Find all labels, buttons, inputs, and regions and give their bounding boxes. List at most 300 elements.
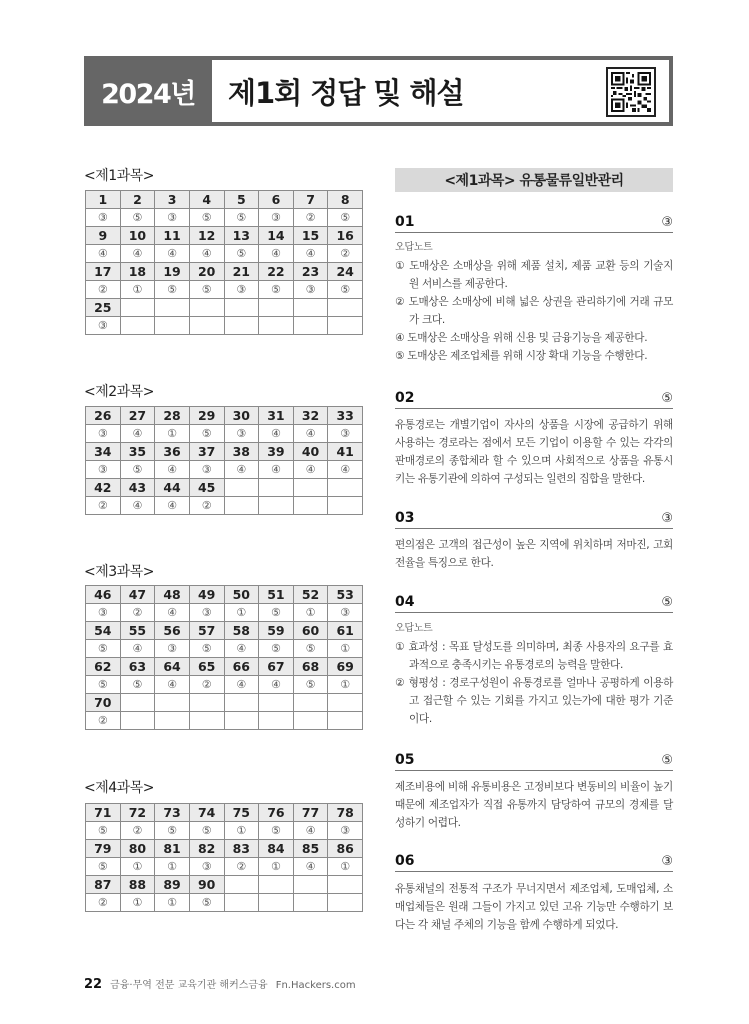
answer-cell <box>120 317 155 335</box>
answer-cell: ⑤ <box>155 281 190 299</box>
answer-cell: ③ <box>189 604 224 622</box>
question-number-cell: 4 <box>189 191 224 209</box>
question-number: 02 <box>395 390 415 406</box>
question-number-cell: 19 <box>155 263 190 281</box>
answer-cell <box>155 317 190 335</box>
question-number-cell: 33 <box>328 407 363 425</box>
answer-cell: ④ <box>293 461 328 479</box>
question-number-cell: 32 <box>293 407 328 425</box>
answer-cell: ② <box>120 822 155 840</box>
question-number-cell: 26 <box>86 407 121 425</box>
question-number-cell: 60 <box>293 622 328 640</box>
question-number-cell: 83 <box>224 840 259 858</box>
question-number-cell <box>328 299 363 317</box>
question-number-cell: 2 <box>120 191 155 209</box>
question-number-cell: 8 <box>328 191 363 209</box>
question-number-cell: 75 <box>224 804 259 822</box>
question-number-cell: 67 <box>259 658 294 676</box>
answer-cell: ② <box>86 281 121 299</box>
question-number-cell: 59 <box>259 622 294 640</box>
question-number-cell: 7 <box>293 191 328 209</box>
answer-cell: ⑤ <box>224 245 259 263</box>
answer-table-subject-2 <box>85 406 363 515</box>
answer-row <box>86 604 363 622</box>
question-number-cell: 27 <box>120 407 155 425</box>
question-number-cell: 66 <box>224 658 259 676</box>
title-panel <box>212 60 669 122</box>
question-number-row <box>86 694 363 712</box>
answer-cell: ⑤ <box>189 209 224 227</box>
question-number-cell <box>259 876 294 894</box>
answer-cell: ① <box>328 640 363 658</box>
answer-table-subject-1 <box>85 190 363 335</box>
answer-cell: ⑤ <box>224 209 259 227</box>
answer-cell: ③ <box>293 281 328 299</box>
answer-cell <box>259 712 294 730</box>
answer-cell: ① <box>328 858 363 876</box>
answer-cell: ④ <box>293 822 328 840</box>
answer-badge: ③ <box>661 854 673 869</box>
answer-cell: ④ <box>259 425 294 443</box>
question-number-cell: 87 <box>86 876 121 894</box>
option-note: ① 효과성 : 목표 달성도를 의미하며, 최종 사용자의 요구를 효과적으로 충족시키는 유통경로의 능력을 말한다. <box>395 641 673 671</box>
answer-cell: ③ <box>328 604 363 622</box>
question-05-body: 제조비용에 비해 유통비용은 고정비보다 변동비의 비율이 높기 때문에 제조업자가 직접 유통까지 담당하여 규모의 경제를 달성하기 어렵다. <box>395 781 673 829</box>
answer-cell: ③ <box>189 858 224 876</box>
exam-year: 2024년 <box>101 78 195 110</box>
answer-cell: ⑤ <box>120 461 155 479</box>
answer-cell: ③ <box>259 209 294 227</box>
page-footer <box>84 976 356 992</box>
answer-cell <box>259 317 294 335</box>
question-number-cell: 69 <box>328 658 363 676</box>
question-number-cell: 24 <box>328 263 363 281</box>
question-number-cell: 3 <box>155 191 190 209</box>
answer-cell: ⑤ <box>189 425 224 443</box>
answer-cell: ① <box>120 894 155 912</box>
answer-table-subject-4 <box>85 803 363 912</box>
answer-badge: ⑤ <box>661 595 673 610</box>
question-number-row <box>86 263 363 281</box>
answer-cell: ② <box>86 894 121 912</box>
subject-1-label: <제1과목> <box>84 168 154 184</box>
answer-cell: ⑤ <box>293 640 328 658</box>
answer-cell: ② <box>86 712 121 730</box>
question-number-cell: 86 <box>328 840 363 858</box>
answer-cell: ④ <box>155 245 190 263</box>
question-number-cell: 70 <box>86 694 121 712</box>
question-number-row <box>86 407 363 425</box>
question-number-cell: 90 <box>189 876 224 894</box>
title-banner <box>84 56 673 126</box>
question-number-cell: 13 <box>224 227 259 245</box>
question-number-cell: 76 <box>259 804 294 822</box>
question-number-cell: 23 <box>293 263 328 281</box>
answer-cell: ② <box>328 245 363 263</box>
answer-cell: ③ <box>224 425 259 443</box>
answer-cell: ③ <box>86 425 121 443</box>
question-number-cell <box>293 876 328 894</box>
answer-row <box>86 497 363 515</box>
question-number-cell: 30 <box>224 407 259 425</box>
question-number-cell: 47 <box>120 586 155 604</box>
answer-cell: ⑤ <box>328 209 363 227</box>
question-06-header <box>395 850 673 872</box>
page-number: 22 <box>84 977 103 992</box>
question-number-cell: 89 <box>155 876 190 894</box>
option-note: ④ 도매상은 소매상을 위해 신용 및 금융기능을 제공한다. <box>395 332 648 344</box>
question-number-cell: 64 <box>155 658 190 676</box>
question-number-cell: 55 <box>120 622 155 640</box>
answer-cell: ③ <box>155 640 190 658</box>
answer-cell <box>328 317 363 335</box>
question-number-cell: 15 <box>293 227 328 245</box>
question-02-body: 유통경로는 개별기업이 자사의 상품을 시장에 공급하기 위해 사용하는 경로라는 점에서 모든 기업이 이용할 수 있는 각각의 판매경로의 종합체라 할 수 있으며 사회적으로 상품을 유통시키는 유통기관에 의하여 구성되는 일련의 집합을 말한다. <box>395 419 673 485</box>
answer-cell: ⑤ <box>328 281 363 299</box>
answer-cell: ⑤ <box>293 676 328 694</box>
question-number-cell: 41 <box>328 443 363 461</box>
answer-cell <box>293 894 328 912</box>
answer-cell: ⑤ <box>86 676 121 694</box>
answer-cell: ① <box>293 604 328 622</box>
answer-cell <box>328 894 363 912</box>
question-number: 03 <box>395 510 415 526</box>
answer-cell: ④ <box>224 676 259 694</box>
subject-3-label: <제3과목> <box>84 564 154 580</box>
answer-cell: ④ <box>155 461 190 479</box>
answer-cell: ① <box>155 425 190 443</box>
answer-cell: ① <box>259 858 294 876</box>
question-number-cell: 5 <box>224 191 259 209</box>
question-number-cell: 1 <box>86 191 121 209</box>
answer-cell: ② <box>293 209 328 227</box>
question-number-cell: 22 <box>259 263 294 281</box>
answer-cell: ① <box>328 676 363 694</box>
question-number-cell: 50 <box>224 586 259 604</box>
question-number-cell: 58 <box>224 622 259 640</box>
question-number-cell: 79 <box>86 840 121 858</box>
question-number-cell <box>328 694 363 712</box>
answer-cell: ③ <box>224 281 259 299</box>
page-title: 제1회 정답 및 해설 <box>228 75 464 110</box>
answer-cell: ⑤ <box>86 640 121 658</box>
answer-cell: ③ <box>328 822 363 840</box>
wrong-answer-note-label: 오답노트 <box>395 623 433 634</box>
question-number-cell: 51 <box>259 586 294 604</box>
footer-text: 금융·무역 전문 교육기관 해커스금융 <box>110 980 268 991</box>
answer-cell <box>293 497 328 515</box>
answer-row <box>86 640 363 658</box>
answer-cell: ④ <box>155 604 190 622</box>
answer-row <box>86 858 363 876</box>
option-note: ② 도매상은 소매상에 비해 넓은 상권을 관리하기에 거래 규모가 크다. <box>395 296 673 326</box>
section-title-bar: <제1과목> 유통물류일반관리 <box>395 168 673 192</box>
answer-cell: ⑤ <box>259 604 294 622</box>
question-number-cell <box>155 694 190 712</box>
answer-cell <box>328 497 363 515</box>
question-number-cell: 36 <box>155 443 190 461</box>
question-number-cell <box>293 299 328 317</box>
question-number-cell <box>259 479 294 497</box>
answer-row <box>86 245 363 263</box>
answer-cell <box>120 712 155 730</box>
question-04-body <box>395 620 673 728</box>
answer-cell: ④ <box>86 245 121 263</box>
question-number-cell <box>328 876 363 894</box>
question-number-cell: 49 <box>189 586 224 604</box>
question-number-row <box>86 876 363 894</box>
question-number-cell: 42 <box>86 479 121 497</box>
question-number-cell <box>224 299 259 317</box>
question-02-header <box>395 387 673 409</box>
question-number-cell: 21 <box>224 263 259 281</box>
answer-row <box>86 209 363 227</box>
subject-4-label: <제4과목> <box>84 780 154 796</box>
answer-cell: ① <box>155 894 190 912</box>
question-number-cell: 10 <box>120 227 155 245</box>
question-number-row <box>86 586 363 604</box>
question-number-cell: 61 <box>328 622 363 640</box>
question-number-cell: 84 <box>259 840 294 858</box>
answer-cell: ① <box>155 858 190 876</box>
question-number-cell <box>328 479 363 497</box>
answer-badge: ⑤ <box>661 753 673 768</box>
question-number-row <box>86 804 363 822</box>
answer-cell: ⑤ <box>189 640 224 658</box>
answer-cell: ① <box>120 858 155 876</box>
question-number-cell: 88 <box>120 876 155 894</box>
question-number-cell: 29 <box>189 407 224 425</box>
question-number-cell: 72 <box>120 804 155 822</box>
answer-cell: ⑤ <box>86 858 121 876</box>
question-number-cell: 35 <box>120 443 155 461</box>
question-number-cell <box>224 694 259 712</box>
question-number-cell: 40 <box>293 443 328 461</box>
question-04-header <box>395 591 673 613</box>
answer-badge: ③ <box>661 215 673 230</box>
answer-cell: ④ <box>293 425 328 443</box>
question-number-cell: 78 <box>328 804 363 822</box>
question-number-cell: 28 <box>155 407 190 425</box>
answer-cell <box>189 712 224 730</box>
question-number-cell: 74 <box>189 804 224 822</box>
question-01-header <box>395 211 673 233</box>
question-number-cell: 17 <box>86 263 121 281</box>
answer-cell: ② <box>120 604 155 622</box>
answer-cell: ⑤ <box>259 281 294 299</box>
answer-cell: ③ <box>155 209 190 227</box>
question-number-cell: 6 <box>259 191 294 209</box>
question-number-cell: 25 <box>86 299 121 317</box>
answer-cell <box>328 712 363 730</box>
question-number-cell: 20 <box>189 263 224 281</box>
question-number-cell: 46 <box>86 586 121 604</box>
answer-cell: ⑤ <box>259 640 294 658</box>
answer-cell: ④ <box>155 497 190 515</box>
question-number-cell: 39 <box>259 443 294 461</box>
question-number-row <box>86 299 363 317</box>
answer-cell <box>259 497 294 515</box>
answer-cell <box>224 317 259 335</box>
answer-cell: ③ <box>328 425 363 443</box>
answer-cell <box>155 712 190 730</box>
answer-row <box>86 281 363 299</box>
answer-badge: ⑤ <box>661 391 673 406</box>
option-note: ② 형평성 : 경로구성원이 유통경로를 얼마나 공평하게 이용하고 접근할 수 있는 기회를 가지고 있는가에 대한 평가 기준이다. <box>395 677 673 725</box>
question-number-cell: 73 <box>155 804 190 822</box>
answer-badge: ③ <box>661 511 673 526</box>
question-01-body <box>395 239 673 365</box>
question-number-cell <box>189 694 224 712</box>
answer-cell <box>224 894 259 912</box>
question-number-cell: 71 <box>86 804 121 822</box>
answer-cell: ⑤ <box>189 894 224 912</box>
question-number-cell: 85 <box>293 840 328 858</box>
answer-row <box>86 894 363 912</box>
answer-cell: ① <box>224 822 259 840</box>
answer-cell <box>189 317 224 335</box>
answer-cell: ④ <box>328 461 363 479</box>
question-03-header <box>395 507 673 529</box>
answer-cell: ③ <box>86 461 121 479</box>
answer-cell: ⑤ <box>189 822 224 840</box>
footer-url[interactable]: Fn.Hackers.com <box>275 980 356 991</box>
answer-cell: ① <box>224 604 259 622</box>
answer-cell: ④ <box>224 640 259 658</box>
question-number-cell <box>259 694 294 712</box>
answer-cell: ④ <box>259 676 294 694</box>
question-number-cell <box>120 299 155 317</box>
answer-cell: ⑤ <box>259 822 294 840</box>
question-number-cell: 48 <box>155 586 190 604</box>
answer-cell: ② <box>224 858 259 876</box>
subject-2-label: <제2과목> <box>84 384 154 400</box>
question-number-row <box>86 840 363 858</box>
answer-cell: ④ <box>189 245 224 263</box>
question-number-cell: 11 <box>155 227 190 245</box>
question-number-cell: 82 <box>189 840 224 858</box>
answer-cell: ② <box>189 497 224 515</box>
question-number-cell: 18 <box>120 263 155 281</box>
question-number-row <box>86 622 363 640</box>
option-note: ① 도매상은 소매상을 위해 제품 설치, 제품 교환 등의 기술지원 서비스를 제공한다. <box>395 260 673 290</box>
answer-cell <box>293 712 328 730</box>
question-03-body: 편의점은 고객의 접근성이 높은 지역에 위치하며 저마진, 고회전율을 특징으로 한다. <box>395 539 673 569</box>
answer-cell: ④ <box>259 461 294 479</box>
option-note: ⑤ 도매상은 제조업체를 위해 시장 확대 기능을 수행한다. <box>395 350 648 362</box>
question-number-cell: 16 <box>328 227 363 245</box>
wrong-answer-note-label: 오답노트 <box>395 242 433 253</box>
answer-cell: ④ <box>120 640 155 658</box>
answer-cell: ④ <box>293 858 328 876</box>
answer-cell: ② <box>86 497 121 515</box>
answer-row <box>86 712 363 730</box>
answer-cell: ④ <box>224 461 259 479</box>
question-number-cell: 68 <box>293 658 328 676</box>
question-05-header <box>395 749 673 771</box>
answer-row <box>86 676 363 694</box>
answer-cell: ③ <box>86 209 121 227</box>
question-number-cell: 43 <box>120 479 155 497</box>
question-number-cell <box>224 479 259 497</box>
question-number-cell: 9 <box>86 227 121 245</box>
question-number-cell <box>224 876 259 894</box>
answer-cell: ③ <box>86 604 121 622</box>
answer-cell: ② <box>189 676 224 694</box>
answer-cell: ⑤ <box>155 822 190 840</box>
question-number: 01 <box>395 214 415 230</box>
question-number-cell: 77 <box>293 804 328 822</box>
question-number-cell: 12 <box>189 227 224 245</box>
question-number-row <box>86 191 363 209</box>
question-number-cell: 63 <box>120 658 155 676</box>
question-number: 05 <box>395 752 415 768</box>
question-number: 06 <box>395 853 415 869</box>
question-number-cell: 14 <box>259 227 294 245</box>
question-number-cell <box>293 694 328 712</box>
question-number-cell: 53 <box>328 586 363 604</box>
answer-cell: ⑤ <box>86 822 121 840</box>
question-number-cell: 54 <box>86 622 121 640</box>
question-number-row <box>86 658 363 676</box>
answer-cell <box>259 894 294 912</box>
question-number-cell: 37 <box>189 443 224 461</box>
answer-cell: ⑤ <box>120 209 155 227</box>
question-number-cell: 38 <box>224 443 259 461</box>
question-number-cell: 62 <box>86 658 121 676</box>
answer-row <box>86 317 363 335</box>
answer-table-subject-3 <box>85 585 363 730</box>
question-number-cell <box>155 299 190 317</box>
question-number-cell <box>259 299 294 317</box>
question-number-cell: 56 <box>155 622 190 640</box>
answer-cell: ⑤ <box>120 676 155 694</box>
answer-row <box>86 822 363 840</box>
question-number-cell: 44 <box>155 479 190 497</box>
question-number-cell: 80 <box>120 840 155 858</box>
question-number-cell: 31 <box>259 407 294 425</box>
answer-cell: ④ <box>120 425 155 443</box>
question-number: 04 <box>395 594 415 610</box>
answer-cell: ⑤ <box>189 281 224 299</box>
question-number-cell: 81 <box>155 840 190 858</box>
question-number-row <box>86 227 363 245</box>
question-number-cell: 57 <box>189 622 224 640</box>
question-number-cell: 52 <box>293 586 328 604</box>
answer-cell: ④ <box>259 245 294 263</box>
question-number-row <box>86 443 363 461</box>
answer-row <box>86 425 363 443</box>
question-number-cell: 45 <box>189 479 224 497</box>
qr-code-icon[interactable] <box>606 67 656 117</box>
answer-cell: ④ <box>293 245 328 263</box>
question-number-row <box>86 479 363 497</box>
answer-cell: ④ <box>155 676 190 694</box>
answer-cell: ③ <box>189 461 224 479</box>
question-number-cell: 65 <box>189 658 224 676</box>
question-number-cell <box>120 694 155 712</box>
answer-row <box>86 461 363 479</box>
answer-cell: ① <box>120 281 155 299</box>
answer-cell: ④ <box>120 245 155 263</box>
question-number-cell: 34 <box>86 443 121 461</box>
answer-cell: ③ <box>86 317 121 335</box>
answer-cell: ④ <box>120 497 155 515</box>
answer-cell <box>224 497 259 515</box>
question-number-cell <box>189 299 224 317</box>
answer-cell <box>224 712 259 730</box>
question-number-cell <box>293 479 328 497</box>
